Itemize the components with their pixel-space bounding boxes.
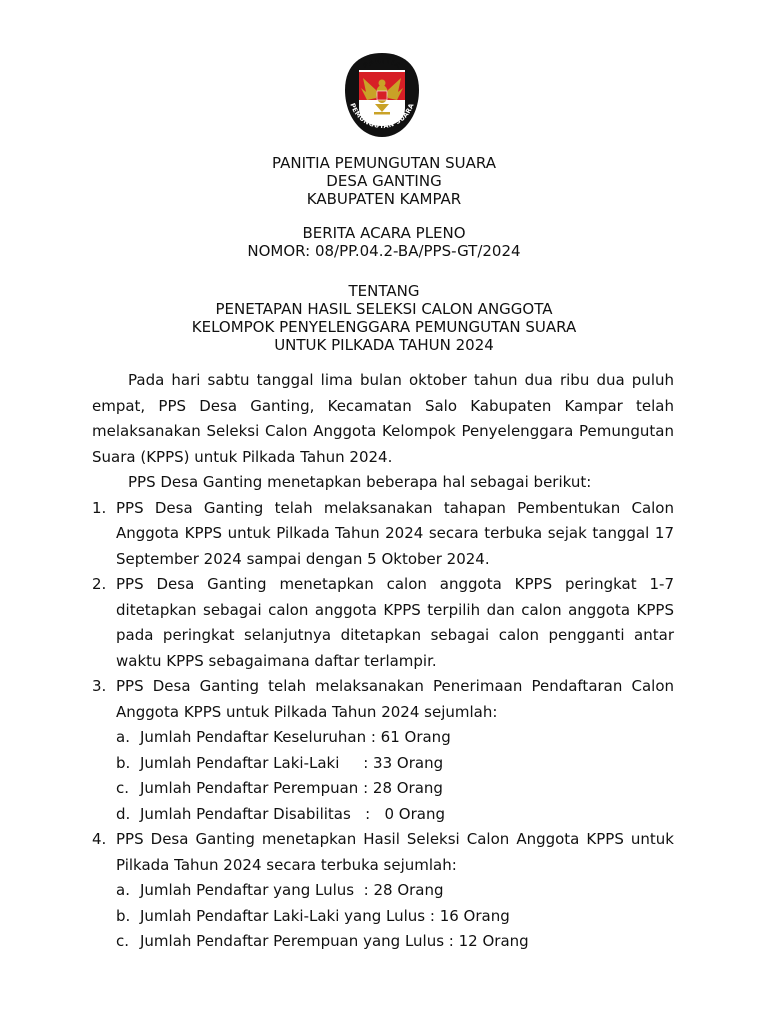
list-item-text: PPS Desa Ganting menetapkan Hasil Seleksi Calon Anggota KPPS untuk Pilkada Tahun 2024 secara terbuka sejumlah: <box>116 830 674 874</box>
subject-line-2: KELOMPOK PENYELENGGARA PEMUNGUTAN SUARA <box>191 318 577 336</box>
institution-name: PANITIA PEMUNGUTAN SUARA <box>272 154 496 172</box>
sub-item-text: Jumlah Pendaftar Laki-Laki yang Lulus : 16 Orang <box>140 906 510 925</box>
list-number: 3. <box>92 677 107 695</box>
list-item-text: PPS Desa Ganting telah melaksanakan tahapan Pembentukan Calon Anggota KPPS untuk Pilkada Tahun 2024 secara terbuka sejak tanggal 17 September 2024 sampai dengan 5 Oktober 2024. <box>116 498 674 568</box>
subject-line-1: PENETAPAN HASIL SELEKSI CALON ANGGOTA <box>215 300 553 318</box>
logo-top-text: PANITIA <box>361 56 403 71</box>
sub-item-text: Jumlah Pendaftar Perempuan : 28 Orang <box>140 779 443 797</box>
institution-header <box>0 154 768 208</box>
regency-name: KABUPATEN KAMPAR <box>306 190 462 208</box>
sub-item-text: Jumlah Pendaftar Disabilitas : 0 Orang <box>140 804 445 823</box>
sub-item-text: Jumlah Pendaftar Perempuan yang Lulus : 12 Orang <box>140 932 529 950</box>
sub-item <box>92 904 674 930</box>
sub-item <box>92 725 674 751</box>
panitia-pemungutan-suara-logo <box>337 50 427 140</box>
sub-item <box>92 751 674 777</box>
document-subject <box>0 282 768 354</box>
sub-item-text: Jumlah Pendaftar yang Lulus : 28 Orang <box>140 881 444 899</box>
village-name: DESA GANTING <box>326 172 442 190</box>
sub-item <box>92 929 674 955</box>
sub-item-text: Jumlah Pendaftar Keseluruhan : 61 Orang <box>140 728 451 746</box>
sub-item-letter: c. <box>116 932 130 950</box>
list-number: 2. <box>92 575 107 593</box>
sub-item-text: Jumlah Pendaftar Laki-Laki : 33 Orang <box>140 753 444 772</box>
list-item <box>92 674 674 725</box>
sub-item-letter: b. <box>116 906 131 925</box>
list-item-text: PPS Desa Ganting telah melaksanakan Penerimaan Pendaftaran Calon Anggota KPPS untuk Pilkada Tahun 2024 sejumlah: <box>116 677 674 721</box>
intro-paragraph: PPS Desa Ganting menetapkan beberapa hal sebagai berikut: <box>128 473 592 491</box>
sub-item-letter: b. <box>116 753 131 772</box>
list-item <box>92 827 674 878</box>
title-text: BERITA ACARA PLENO <box>302 224 466 242</box>
sub-item-letter: a. <box>116 728 130 746</box>
list-number: 1. <box>92 498 107 517</box>
sub-item <box>92 802 674 828</box>
sub-item-letter: a. <box>116 881 130 899</box>
sub-item <box>92 776 674 802</box>
opening-paragraph: Pada hari sabtu tanggal lima bulan oktober tahun dua ribu dua puluh empat, PPS Desa Ganting, Kecamatan Salo Kabupaten Kampar telah melaksanakan Seleksi Calon Anggota Kelompok Penyelenggara Pemungutan Suara (KPPS) untuk Pilkada Tahun 2024. <box>92 371 674 466</box>
document-number: NOMOR: 08/PP.04.2-BA/PPS-GT/2024 <box>247 242 521 260</box>
list-number: 4. <box>92 830 107 848</box>
sub-item <box>92 878 674 904</box>
logo-bottom-text: PEMUNGUTAN SUARA <box>348 102 416 131</box>
list-item-text: PPS Desa Ganting menetapkan calon anggota KPPS peringkat 1-7 ditetapkan sebagai calon anggota KPPS terpilih dan calon anggota KPPS pada peringkat selanjutnya ditetapkan sebagai calon pengganti antar waktu KPPS sebagaimana daftar terlampir. <box>116 575 674 670</box>
subject-label: TENTANG <box>348 282 420 300</box>
document-title <box>0 224 768 260</box>
subject-line-3: UNTUK PILKADA TAHUN 2024 <box>274 336 494 354</box>
sub-item-letter: c. <box>116 779 130 797</box>
document-body <box>92 368 674 955</box>
list-item <box>92 496 674 573</box>
list-item <box>92 572 674 674</box>
sub-item-letter: d. <box>116 804 131 823</box>
